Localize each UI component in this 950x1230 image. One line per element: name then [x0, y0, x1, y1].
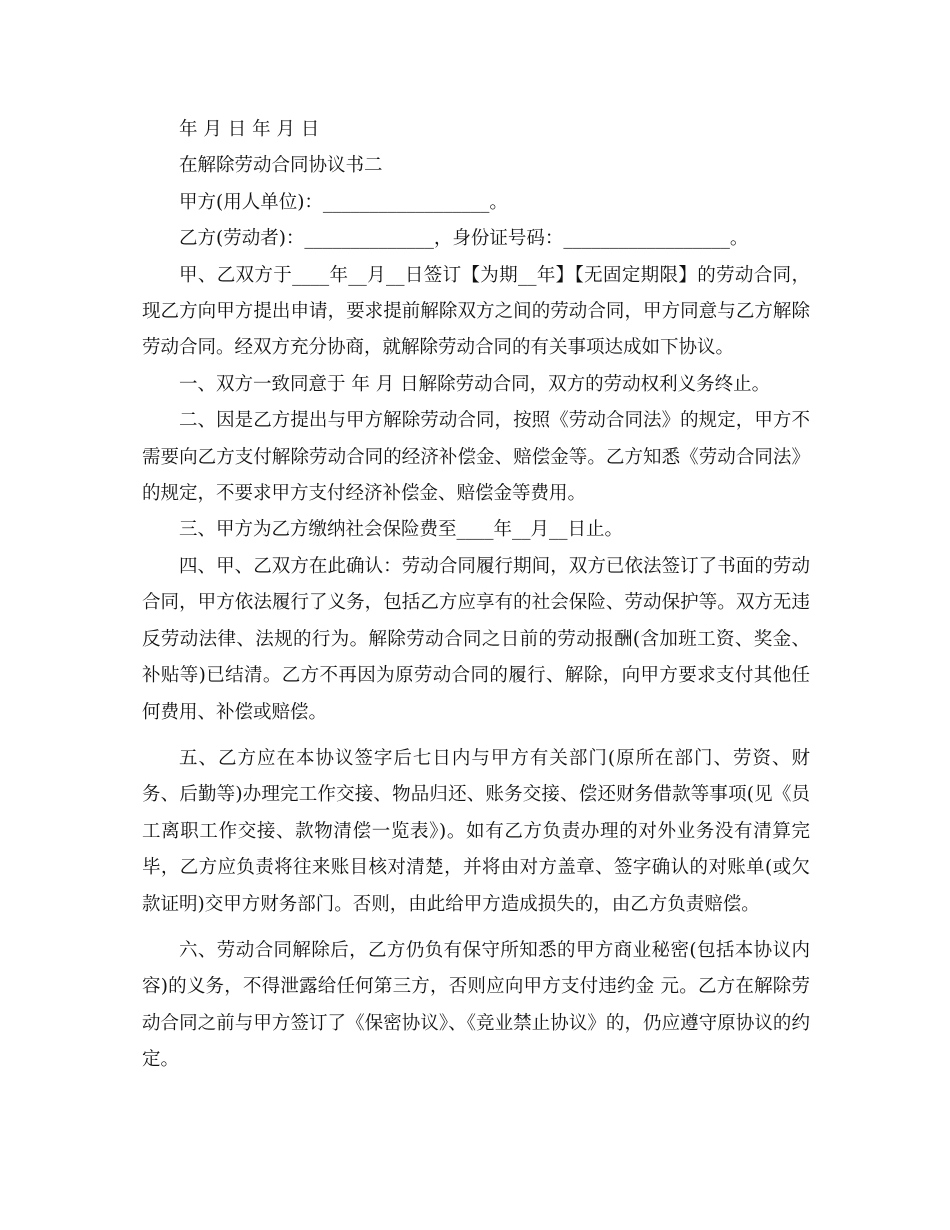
document-body: [142, 112, 810, 1079]
preamble-paragraph: 甲、乙双方于____年__月__日签订【为期__年】【无固定期限】的劳动合同，现乙方向甲方提出申请，要求提前解除双方之间的劳动合同，甲方同意与乙方解除劳动合同。经双方充分协商，就解除劳动合同的有关事项达成如下协议。: [142, 264, 810, 359]
clause-4: 四、甲、乙双方在此确认：劳动合同履行期间，双方已依法签订了书面的劳动合同，甲方依法履行了义务，包括乙方应享有的社会保险、劳动保护等。双方无违反劳动法律、法规的行为。解除劳动合同之日前的劳动报酬(含加班工资、奖金、补贴等)已结清。乙方不再因为原劳动合同的履行、解除，向甲方要求支付其他任何费用、补偿或赔偿。: [142, 555, 810, 723]
clause-5: 五、乙方应在本协议签字后七日内与甲方有关部门(原所在部门、劳资、财务、后勤等)办理完工作交接、物品归还、账务交接、偿还财务借款等事项(见《员工离职工作交接、款物清偿一览表》)。如有乙方负责办理的对外业务没有清算完毕，乙方应负责将往来账目核对清楚，并将由对方盖章、签字确认的对账单(或欠款证明)交甲方财务部门。否则，由此给甲方造成损失的，由乙方负责赔偿。: [142, 747, 810, 915]
document-title: 在解除劳动合同协议书二: [179, 155, 383, 177]
party-a-line: 甲方(用人单位)：__________________。: [179, 191, 508, 213]
date-line: 年 月 日 年 月 日: [179, 119, 320, 140]
clause-2: 二、因是乙方提出与甲方解除劳动合同，按照《劳动合同法》的规定，甲方不需要向乙方支付解除劳动合同的经济补偿金、赔偿金等。乙方知悉《劳动合同法》的规定，不要求甲方支付经济补偿金、赔偿金等费用。: [142, 410, 810, 505]
clause-1: 一、双方一致同意于 年 月 日解除劳动合同，双方的劳动权利义务终止。: [179, 373, 771, 395]
clause-6: 六、劳动合同解除后，乙方仍负有保守所知悉的甲方商业秘密(包括本协议内容)的义务，不得泄露给任何第三方，否则应向甲方支付违约金 元。乙方在解除劳动合同之前与甲方签订了《保密协议》、《竞业禁止协议》的，仍应遵守原协议的约定。: [142, 939, 810, 1071]
clause-3: 三、甲方为乙方缴纳社会保险费至____年__月__日止。: [179, 519, 624, 541]
party-b-line: 乙方(劳动者)：______________，身份证号码：__________________。: [179, 228, 749, 250]
